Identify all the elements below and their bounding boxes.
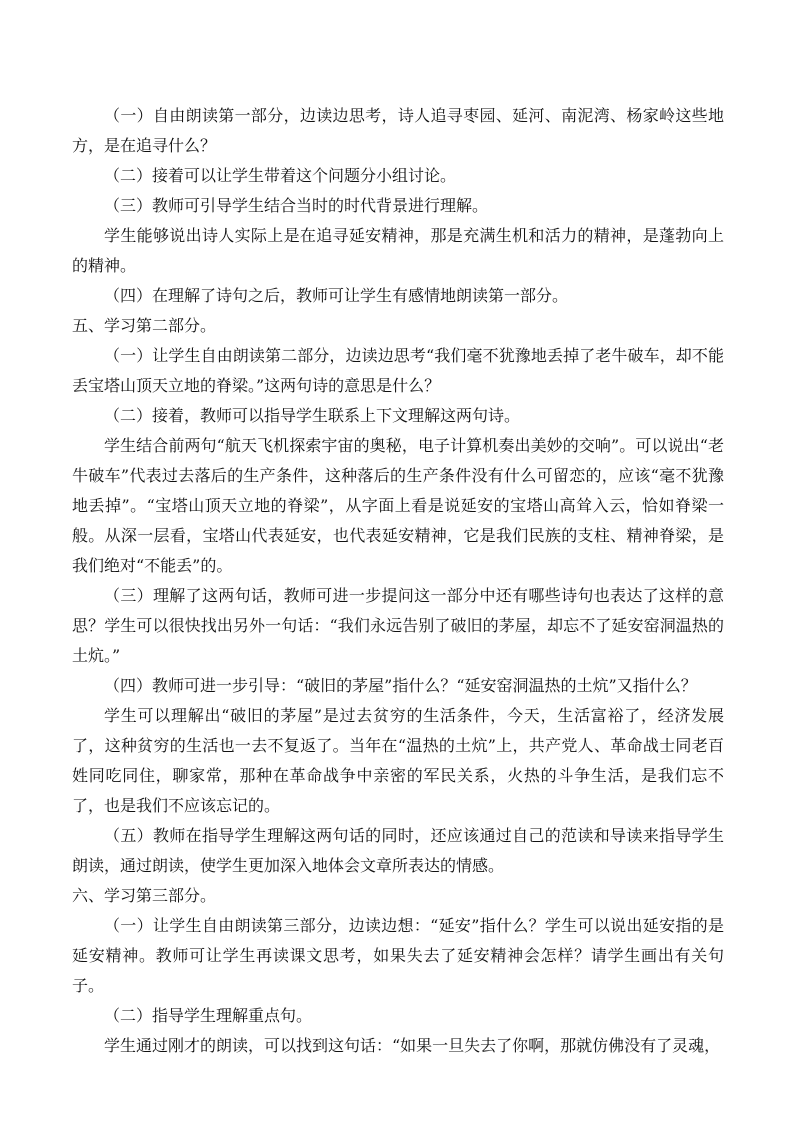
paragraph-14: （二）指导学生理解重点句。 xyxy=(104,1006,313,1025)
section-heading-5: 五、学习第二部分。 xyxy=(72,316,217,335)
paragraph-4: 学生能够说出诗人实际上是在追寻延安精神，那是充满生机和活力的精神，是蓬勃向上的精神。 xyxy=(72,226,724,275)
paragraph-2: （二）接着可以让学生带着这个问题分小组讨论。 xyxy=(104,166,457,185)
paragraph-9: （三）理解了这两句话，教师可进一步提问这一部分中还有哪些诗句也表达了这样的意思？学生可以很快找出另外一句话：“我们永远告别了破旧的茅屋，却忘不了延安窑洞温热的土炕。” xyxy=(72,586,724,665)
paragraph-7: （二）接着，教师可以指导学生联系上下文理解这两句诗。 xyxy=(104,406,521,425)
paragraph-11: 学生可以理解出“破旧的茅屋”是过去贫穷的生活条件，今天，生活富裕了，经济发展了，这种贫穷的生活也一去不复返了。当年在“温热的土炕”上，共产党人、革命战士同老百姓同吃同住，聊家常，那种在革命战争中亲密的军民关系，火热的斗争生活，是我们忘不了，也是我们不应该忘记的。 xyxy=(72,706,724,815)
paragraph-3: （三）教师可引导学生结合当时的时代背景进行理解。 xyxy=(104,196,489,215)
paragraph-15: 学生通过刚才的朗读，可以找到这句话：“如果一旦失去了你啊，那就仿佛没有了灵魂， xyxy=(104,1036,721,1055)
paragraph-10: （四）教师可进一步引导：“破旧的茅屋”指什么？“延安窑洞温热的土炕”又指什么？ xyxy=(104,676,697,695)
paragraph-12: （五）教师在指导学生理解这两句话的同时，还应该通过自己的范读和导读来指导学生朗读，通过朗读，使学生更加深入地体会文章所表达的情感。 xyxy=(72,826,724,875)
paragraph-8: 学生结合前两句“航天飞机探索宇宙的奥秘，电子计算机奏出美妙的交响”。可以说出“老牛破车”代表过去落后的生产条件，这种落后的生产条件没有什么可留恋的，应该“毫不犹豫地丢掉”。“宝塔山顶天立地的脊梁”，从字面上看是说延安的宝塔山高耸入云，恰如脊梁一般。从深一层看，宝塔山代表延安，也代表延安精神，它是我们民族的支柱、精神脊梁，是我们绝对“不能丢”的。 xyxy=(72,436,724,575)
document-body xyxy=(72,101,724,1061)
paragraph-6: （一）让学生自由朗读第二部分，边读边思考“我们毫不犹豫地丢掉了老牛破车，却不能丢宝塔山顶天立地的脊梁。”这两句诗的意思是什么？ xyxy=(72,346,724,395)
paragraph-5: （四）在理解了诗句之后，教师可让学生有感情地朗读第一部分。 xyxy=(104,286,569,305)
paragraph-1: （一）自由朗读第一部分，边读边思考，诗人追寻枣园、延河、南泥湾、杨家岭这些地方，是在追寻什么？ xyxy=(72,106,724,155)
section-heading-6: 六、学习第三部分。 xyxy=(72,886,217,905)
paragraph-13: （一）让学生自由朗读第三部分，边读边想：“延安”指什么？学生可以说出延安指的是延安精神。教师可让学生再读课文思考，如果失去了延安精神会怎样？请学生画出有关句子。 xyxy=(72,916,724,995)
